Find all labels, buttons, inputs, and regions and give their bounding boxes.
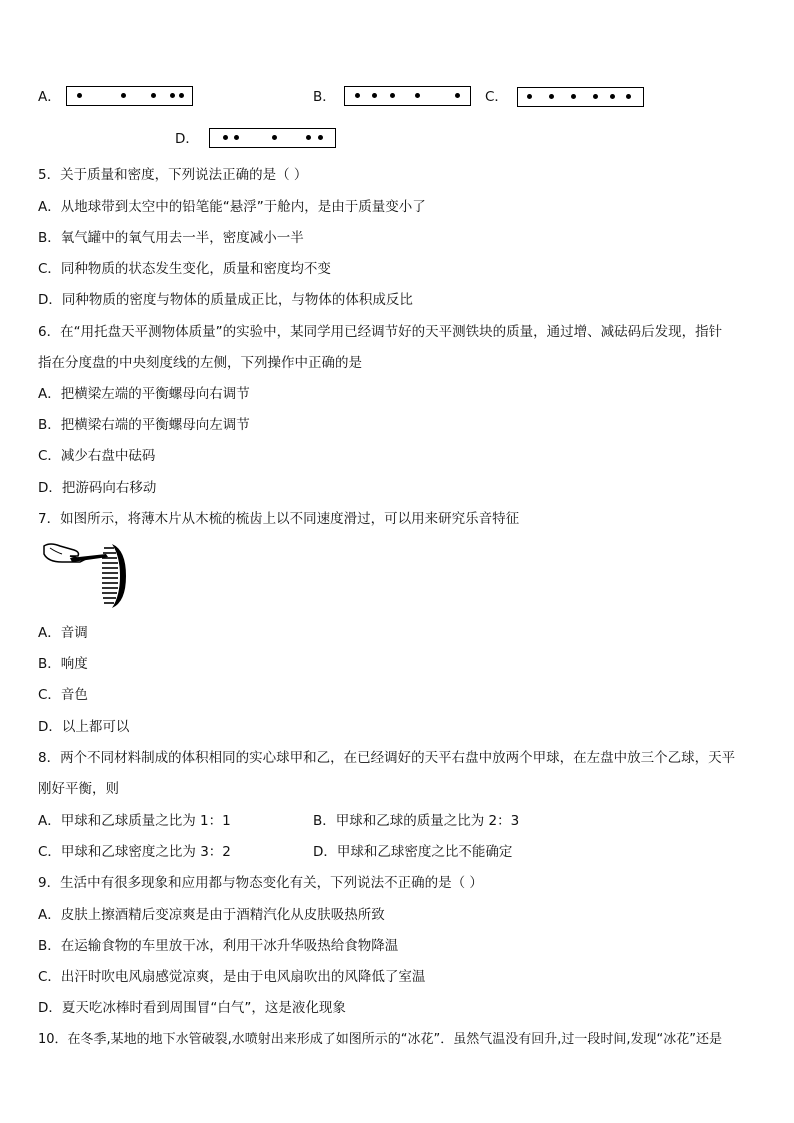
q5-option-c: C．同种物质的状态发生变化，质量和密度均不变 bbox=[38, 261, 331, 277]
q8-option-a: A．甲球和乙球质量之比为 1：1 bbox=[38, 813, 231, 829]
q7-option-d: D．以上都可以 bbox=[38, 719, 130, 735]
q9-option-d: D．夏天吃冰棒时看到周围冒“白气”，这是液化现象 bbox=[38, 1000, 346, 1016]
q4-option-a-label: A． bbox=[38, 89, 61, 105]
q8-stem-line-1: 8．两个不同材料制成的体积相同的实心球甲和乙，在已经调好的天平右盘中放两个甲球，在左盘中放三个乙球，天平 bbox=[38, 750, 736, 766]
q6-option-c: C．减少右盘中砝码 bbox=[38, 448, 156, 464]
q5-option-d: D．同种物质的密度与物体的质量成正比，与物体的体积成反比 bbox=[38, 292, 413, 308]
q6-option-a: A．把横梁左端的平衡螺母向右调节 bbox=[38, 386, 250, 402]
q8-option-c: C．甲球和乙球密度之比为 3：2 bbox=[38, 844, 231, 860]
q9-option-c: C．出汗时吹电风扇感觉凉爽，是由于电风扇吹出的风降低了室温 bbox=[38, 969, 426, 985]
q4-option-b-label: B． bbox=[313, 89, 336, 105]
q7-option-c: C．音色 bbox=[38, 687, 88, 703]
q8-option-d: D．甲球和乙球密度之比不能确定 bbox=[313, 844, 513, 860]
q8-stem-line-2: 刚好平衡，则 bbox=[38, 781, 119, 797]
q4-option-a-dot-figure bbox=[66, 86, 193, 106]
q9-option-b: B．在运输食物的车里放干冰，利用干冰升华吸热给食物降温 bbox=[38, 938, 399, 954]
q9-option-a: A．皮肤上擦酒精后变凉爽是由于酒精汽化从皮肤吸热所致 bbox=[38, 907, 385, 923]
q5-option-a: A．从地球带到太空中的铅笔能“悬浮”于舱内，是由于质量变小了 bbox=[38, 199, 426, 215]
q4-option-c-label: C． bbox=[485, 89, 508, 105]
q6-stem-line-1: 6．在“用托盘天平测物体质量”的实验中，某同学用已经调节好的天平测铁块的质量，通过增、减砝码后发现，指针 bbox=[38, 324, 723, 340]
q7-option-b: B．响度 bbox=[38, 656, 88, 672]
q7-option-a: A．音调 bbox=[38, 625, 88, 641]
q4-option-d-label: D． bbox=[175, 131, 199, 147]
q7-stem: 7．如图所示，将薄木片从木梳的梳齿上以不同速度滑过，可以用来研究乐音特征 bbox=[38, 511, 520, 527]
comb-and-wood-strip-figure bbox=[40, 540, 126, 610]
q6-option-b: B．把横梁右端的平衡螺母向左调节 bbox=[38, 417, 250, 433]
q5-option-b: B．氧气罐中的氧气用去一半，密度减小一半 bbox=[38, 230, 304, 246]
q4-option-c-dot-figure bbox=[517, 87, 644, 107]
q8-option-b: B．甲球和乙球的质量之比为 2：3 bbox=[313, 813, 520, 829]
q6-option-d: D．把游码向右移动 bbox=[38, 480, 157, 496]
q4-option-d-dot-figure bbox=[209, 128, 336, 148]
q10-stem: 10．在冬季,某地的地下水管破裂,水喷射出来形成了如图所示的“冰花”．虽然气温没有回升,过一段时间,发现“冰花”还是 bbox=[38, 1032, 723, 1047]
q9-stem: 9．生活中有很多现象和应用都与物态变化有关，下列说法不正确的是（ ） bbox=[38, 875, 483, 891]
q5-stem: 5．关于质量和密度，下列说法正确的是（ ） bbox=[38, 167, 308, 183]
q6-stem-line-2: 指在分度盘的中央刻度线的左侧，下列操作中正确的是 bbox=[38, 355, 362, 371]
q4-option-b-dot-figure bbox=[344, 86, 471, 106]
